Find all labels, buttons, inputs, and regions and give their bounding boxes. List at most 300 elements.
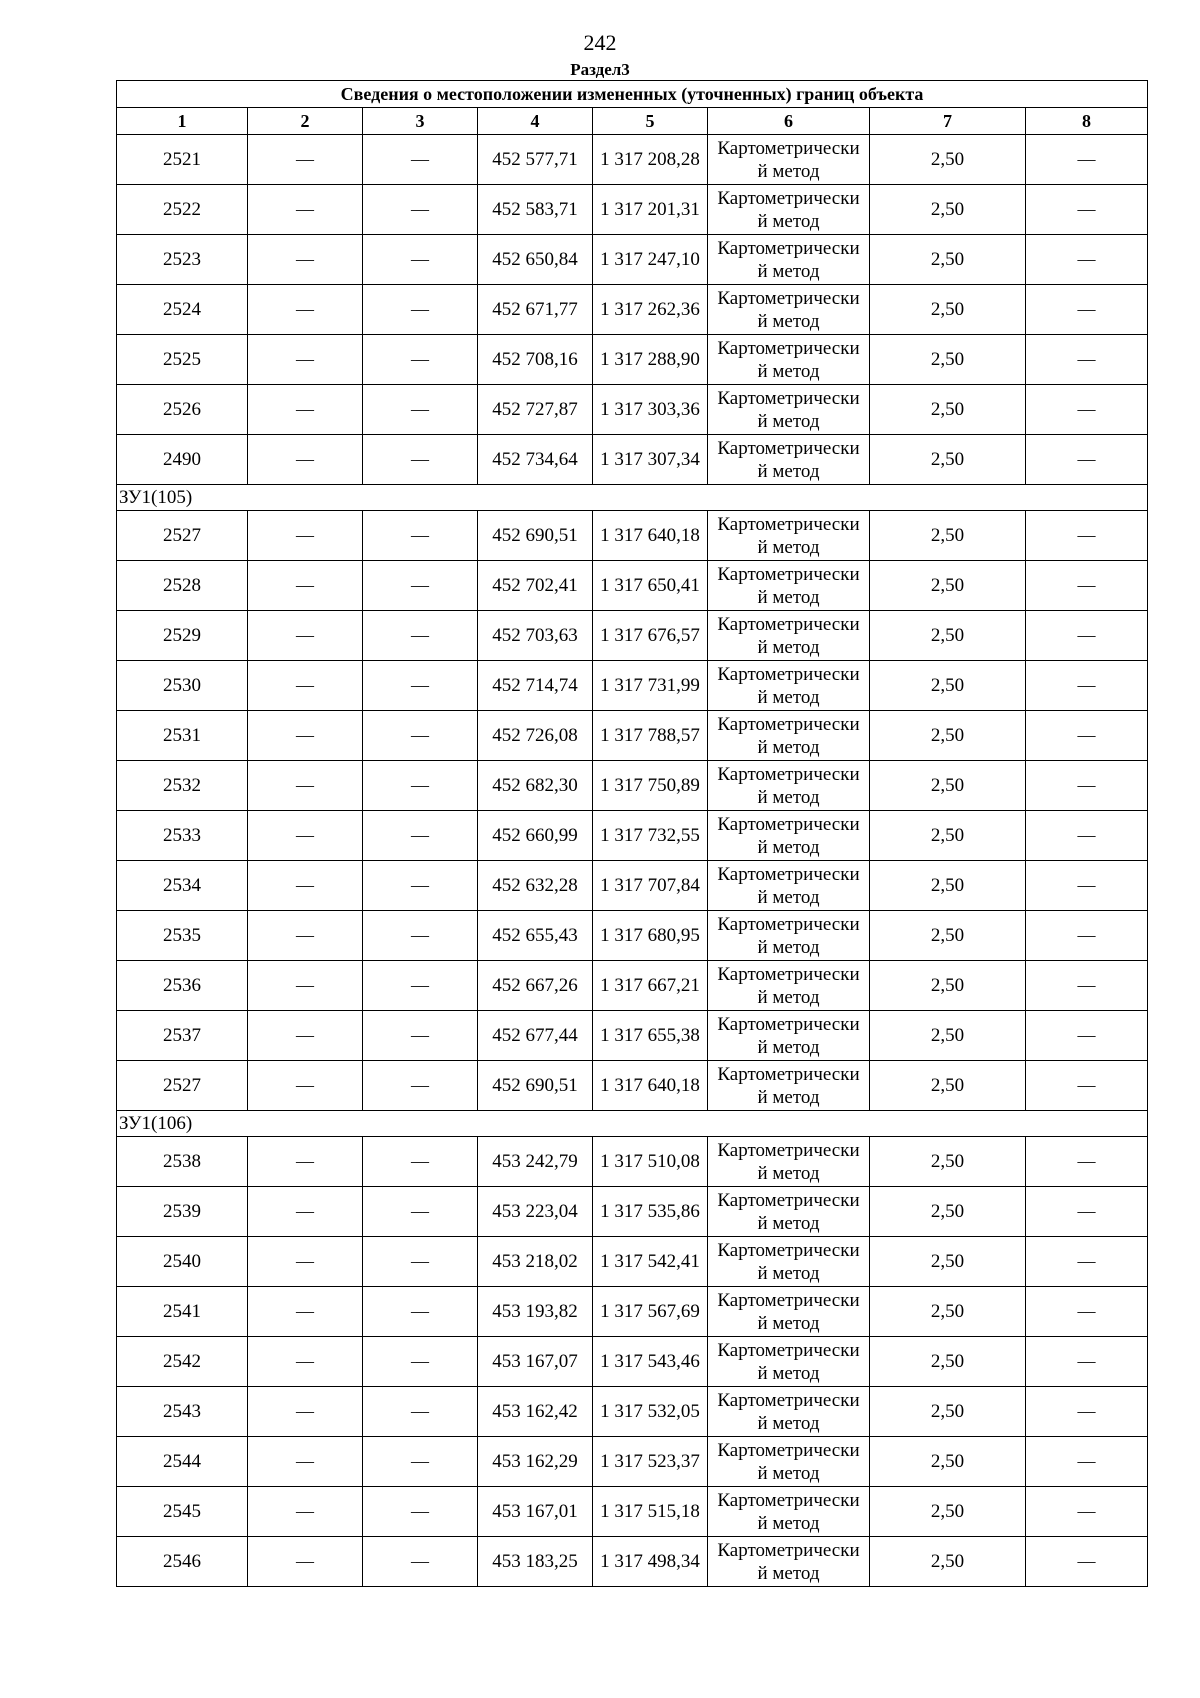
x-coordinate: 452 714,74 [478, 661, 593, 711]
y-coordinate: 1 317 288,90 [593, 335, 708, 385]
accuracy-value: 2,50 [870, 1011, 1026, 1061]
dash-cell: — [363, 1387, 478, 1437]
y-coordinate: 1 317 498,34 [593, 1537, 708, 1587]
x-coordinate: 452 727,87 [478, 385, 593, 435]
dash-cell: — [363, 235, 478, 285]
y-coordinate: 1 317 303,36 [593, 385, 708, 435]
point-number: 2525 [117, 335, 248, 385]
accuracy-value: 2,50 [870, 435, 1026, 485]
dash-cell: — [248, 1137, 363, 1187]
dash-cell: — [248, 335, 363, 385]
table-row [117, 1337, 1148, 1387]
point-number: 2536 [117, 961, 248, 1011]
accuracy-value: 2,50 [870, 561, 1026, 611]
dash-cell: — [363, 561, 478, 611]
method-line: Картометрически [717, 913, 860, 935]
point-number: 2545 [117, 1487, 248, 1537]
method-line: й метод [757, 1312, 820, 1334]
x-coordinate: 452 734,64 [478, 435, 593, 485]
method-line: Картометрически [717, 1063, 860, 1085]
table-row [117, 811, 1148, 861]
dash-cell: — [363, 185, 478, 235]
dash-cell: — [248, 861, 363, 911]
dash-cell: — [1026, 1387, 1148, 1437]
x-coordinate: 453 193,82 [478, 1287, 593, 1337]
point-number: 2523 [117, 235, 248, 285]
table-caption-row [117, 81, 1148, 108]
column-number: 7 [870, 108, 1026, 135]
dash-cell: — [1026, 511, 1148, 561]
y-coordinate: 1 317 247,10 [593, 235, 708, 285]
y-coordinate: 1 317 262,36 [593, 285, 708, 335]
x-coordinate: 452 632,28 [478, 861, 593, 911]
method-cell [708, 1537, 870, 1587]
method-line: й метод [757, 1412, 820, 1434]
method-cell [708, 961, 870, 1011]
dash-cell: — [248, 185, 363, 235]
method-cell [708, 385, 870, 435]
method-line: й метод [757, 836, 820, 858]
table-row [117, 1061, 1148, 1111]
method-line: й метод [757, 1562, 820, 1584]
table-row [117, 711, 1148, 761]
dash-cell: — [363, 761, 478, 811]
method-line: й метод [757, 460, 820, 482]
method-line: Картометрически [717, 563, 860, 585]
accuracy-value: 2,50 [870, 385, 1026, 435]
table-row [117, 435, 1148, 485]
dash-cell: — [248, 611, 363, 661]
dash-cell: — [248, 1337, 363, 1387]
method-line: Картометрически [717, 863, 860, 885]
dash-cell: — [363, 861, 478, 911]
x-coordinate: 452 726,08 [478, 711, 593, 761]
method-cell [708, 1337, 870, 1387]
method-line: Картометрически [717, 963, 860, 985]
table-row [117, 235, 1148, 285]
y-coordinate: 1 317 640,18 [593, 511, 708, 561]
dash-cell: — [248, 961, 363, 1011]
x-coordinate: 452 708,16 [478, 335, 593, 385]
dash-cell: — [248, 1061, 363, 1111]
accuracy-value: 2,50 [870, 1287, 1026, 1337]
group-row [117, 1111, 1148, 1137]
dash-cell: — [248, 1237, 363, 1287]
x-coordinate: 452 667,26 [478, 961, 593, 1011]
method-line: Картометрически [717, 187, 860, 209]
y-coordinate: 1 317 788,57 [593, 711, 708, 761]
x-coordinate: 452 682,30 [478, 761, 593, 811]
dash-cell: — [248, 511, 363, 561]
method-line: й метод [757, 210, 820, 232]
dash-cell: — [363, 611, 478, 661]
method-line: Картометрически [717, 237, 860, 259]
method-cell [708, 335, 870, 385]
point-number: 2522 [117, 185, 248, 235]
method-line: й метод [757, 1036, 820, 1058]
accuracy-value: 2,50 [870, 511, 1026, 561]
dash-cell: — [363, 385, 478, 435]
accuracy-value: 2,50 [870, 1061, 1026, 1111]
dash-cell: — [1026, 185, 1148, 235]
method-cell [708, 1287, 870, 1337]
dash-cell: — [248, 235, 363, 285]
y-coordinate: 1 317 515,18 [593, 1487, 708, 1537]
method-line: Картометрически [717, 713, 860, 735]
point-number: 2541 [117, 1287, 248, 1337]
accuracy-value: 2,50 [870, 135, 1026, 185]
method-line: й метод [757, 786, 820, 808]
dash-cell: — [1026, 1237, 1148, 1287]
x-coordinate: 453 162,42 [478, 1387, 593, 1437]
dash-cell: — [248, 435, 363, 485]
coordinates-table [116, 80, 1148, 1587]
dash-cell: — [1026, 1437, 1148, 1487]
dash-cell: — [363, 511, 478, 561]
table-row [117, 1437, 1148, 1487]
dash-cell: — [248, 561, 363, 611]
y-coordinate: 1 317 543,46 [593, 1337, 708, 1387]
method-cell [708, 611, 870, 661]
column-number: 2 [248, 108, 363, 135]
x-coordinate: 452 702,41 [478, 561, 593, 611]
table-row [117, 661, 1148, 711]
dash-cell: — [248, 1187, 363, 1237]
method-line: й метод [757, 986, 820, 1008]
x-coordinate: 452 660,99 [478, 811, 593, 861]
point-number: 2534 [117, 861, 248, 911]
column-number: 5 [593, 108, 708, 135]
method-cell [708, 1137, 870, 1187]
point-number: 2542 [117, 1337, 248, 1387]
dash-cell: — [1026, 911, 1148, 961]
table-row [117, 961, 1148, 1011]
accuracy-value: 2,50 [870, 711, 1026, 761]
method-line: й метод [757, 260, 820, 282]
dash-cell: — [363, 1061, 478, 1111]
y-coordinate: 1 317 640,18 [593, 1061, 708, 1111]
x-coordinate: 453 183,25 [478, 1537, 593, 1587]
method-cell [708, 861, 870, 911]
table-row [117, 1187, 1148, 1237]
dash-cell: — [1026, 611, 1148, 661]
accuracy-value: 2,50 [870, 1387, 1026, 1437]
dash-cell: — [1026, 561, 1148, 611]
accuracy-value: 2,50 [870, 961, 1026, 1011]
method-line: й метод [757, 1212, 820, 1234]
method-line: Картометрически [717, 337, 860, 359]
method-line: Картометрически [717, 1013, 860, 1035]
table-row [117, 861, 1148, 911]
y-coordinate: 1 317 650,41 [593, 561, 708, 611]
dash-cell: — [363, 1011, 478, 1061]
point-number: 2528 [117, 561, 248, 611]
point-number: 2539 [117, 1187, 248, 1237]
method-cell [708, 435, 870, 485]
method-line: й метод [757, 936, 820, 958]
method-line: й метод [757, 1362, 820, 1384]
method-cell [708, 235, 870, 285]
method-line: Картометрически [717, 1489, 860, 1511]
point-number: 2521 [117, 135, 248, 185]
dash-cell: — [363, 1487, 478, 1537]
method-line: Картометрически [717, 1239, 860, 1261]
point-number: 2531 [117, 711, 248, 761]
method-line: Картометрически [717, 137, 860, 159]
dash-cell: — [1026, 761, 1148, 811]
method-cell [708, 185, 870, 235]
table-row [117, 335, 1148, 385]
method-line: й метод [757, 160, 820, 182]
dash-cell: — [248, 1011, 363, 1061]
table-row [117, 1137, 1148, 1187]
method-line: Картометрически [717, 437, 860, 459]
dash-cell: — [1026, 1187, 1148, 1237]
accuracy-value: 2,50 [870, 1537, 1026, 1587]
table-row [117, 561, 1148, 611]
x-coordinate: 452 690,51 [478, 511, 593, 561]
method-cell [708, 911, 870, 961]
x-coordinate: 453 167,07 [478, 1337, 593, 1387]
accuracy-value: 2,50 [870, 285, 1026, 335]
dash-cell: — [248, 135, 363, 185]
dash-cell: — [363, 1187, 478, 1237]
section-title: Раздел3 [570, 60, 630, 79]
x-coordinate: 453 223,04 [478, 1187, 593, 1237]
y-coordinate: 1 317 535,86 [593, 1187, 708, 1237]
method-cell [708, 561, 870, 611]
dash-cell: — [363, 1137, 478, 1187]
dash-cell: — [1026, 235, 1148, 285]
method-line: й метод [757, 1462, 820, 1484]
point-number: 2543 [117, 1387, 248, 1437]
table-row [117, 1537, 1148, 1587]
method-line: Картометрически [717, 1539, 860, 1561]
accuracy-value: 2,50 [870, 661, 1026, 711]
method-cell [708, 1187, 870, 1237]
dash-cell: — [248, 385, 363, 435]
method-line: й метод [757, 310, 820, 332]
point-number: 2546 [117, 1537, 248, 1587]
dash-cell: — [248, 811, 363, 861]
point-number: 2527 [117, 511, 248, 561]
accuracy-value: 2,50 [870, 335, 1026, 385]
method-line: й метод [757, 360, 820, 382]
point-number: 2529 [117, 611, 248, 661]
dash-cell: — [363, 1437, 478, 1487]
accuracy-value: 2,50 [870, 811, 1026, 861]
table-row [117, 185, 1148, 235]
table-row [117, 385, 1148, 435]
dash-cell: — [248, 1287, 363, 1337]
point-number: 2538 [117, 1137, 248, 1187]
y-coordinate: 1 317 532,05 [593, 1387, 708, 1437]
dash-cell: — [1026, 811, 1148, 861]
method-line: й метод [757, 1262, 820, 1284]
method-line: й метод [757, 410, 820, 432]
table-row [117, 1287, 1148, 1337]
method-line: й метод [757, 1162, 820, 1184]
accuracy-value: 2,50 [870, 1187, 1026, 1237]
column-number: 4 [478, 108, 593, 135]
group-row [117, 485, 1148, 511]
point-number: 2530 [117, 661, 248, 711]
dash-cell: — [1026, 135, 1148, 185]
point-number: 2537 [117, 1011, 248, 1061]
table-row [117, 511, 1148, 561]
x-coordinate: 452 650,84 [478, 235, 593, 285]
method-line: й метод [757, 1086, 820, 1108]
method-cell [708, 661, 870, 711]
dash-cell: — [1026, 1537, 1148, 1587]
point-number: 2535 [117, 911, 248, 961]
dash-cell: — [248, 1387, 363, 1437]
method-cell [708, 1437, 870, 1487]
accuracy-value: 2,50 [870, 1137, 1026, 1187]
y-coordinate: 1 317 680,95 [593, 911, 708, 961]
method-line: Картометрически [717, 1289, 860, 1311]
method-cell [708, 511, 870, 561]
method-cell [708, 761, 870, 811]
method-cell [708, 811, 870, 861]
dash-cell: — [1026, 385, 1148, 435]
dash-cell: — [363, 285, 478, 335]
method-line: Картометрически [717, 1439, 860, 1461]
point-number: 2527 [117, 1061, 248, 1111]
method-line: Картометрически [717, 613, 860, 635]
column-number: 1 [117, 108, 248, 135]
table-row [117, 611, 1148, 661]
y-coordinate: 1 317 732,55 [593, 811, 708, 861]
dash-cell: — [363, 911, 478, 961]
method-line: й метод [757, 1512, 820, 1534]
x-coordinate: 453 167,01 [478, 1487, 593, 1537]
dash-cell: — [363, 1537, 478, 1587]
x-coordinate: 452 703,63 [478, 611, 593, 661]
table-row [117, 135, 1148, 185]
point-number: 2526 [117, 385, 248, 435]
point-number: 2533 [117, 811, 248, 861]
table-row [117, 1387, 1148, 1437]
dash-cell: — [363, 711, 478, 761]
y-coordinate: 1 317 667,21 [593, 961, 708, 1011]
dash-cell: — [1026, 335, 1148, 385]
x-coordinate: 452 655,43 [478, 911, 593, 961]
dash-cell: — [363, 961, 478, 1011]
y-coordinate: 1 317 307,34 [593, 435, 708, 485]
dash-cell: — [363, 1287, 478, 1337]
dash-cell: — [363, 135, 478, 185]
x-coordinate: 453 218,02 [478, 1237, 593, 1287]
y-coordinate: 1 317 731,99 [593, 661, 708, 711]
dash-cell: — [363, 661, 478, 711]
dash-cell: — [1026, 711, 1148, 761]
dash-cell: — [248, 661, 363, 711]
accuracy-value: 2,50 [870, 611, 1026, 661]
table-caption: Сведения о местоположении измененных (уточненных) границ объекта [117, 81, 1148, 108]
method-cell [708, 1061, 870, 1111]
y-coordinate: 1 317 542,41 [593, 1237, 708, 1287]
y-coordinate: 1 317 750,89 [593, 761, 708, 811]
x-coordinate: 452 583,71 [478, 185, 593, 235]
accuracy-value: 2,50 [870, 1487, 1026, 1537]
dash-cell: — [248, 911, 363, 961]
method-cell [708, 135, 870, 185]
dash-cell: — [363, 335, 478, 385]
method-cell [708, 285, 870, 335]
dash-cell: — [363, 435, 478, 485]
table-row [117, 285, 1148, 335]
point-number: 2540 [117, 1237, 248, 1287]
method-line: Картометрически [717, 663, 860, 685]
dash-cell: — [248, 285, 363, 335]
column-number: 8 [1026, 108, 1148, 135]
column-number-row [117, 108, 1148, 135]
y-coordinate: 1 317 676,57 [593, 611, 708, 661]
dash-cell: — [1026, 1337, 1148, 1387]
accuracy-value: 2,50 [870, 185, 1026, 235]
dash-cell: — [1026, 861, 1148, 911]
method-cell [708, 1487, 870, 1537]
dash-cell: — [1026, 1011, 1148, 1061]
y-coordinate: 1 317 523,37 [593, 1437, 708, 1487]
dash-cell: — [248, 711, 363, 761]
dash-cell: — [1026, 285, 1148, 335]
method-cell [708, 711, 870, 761]
method-line: Картометрически [717, 1339, 860, 1361]
y-coordinate: 1 317 567,69 [593, 1287, 708, 1337]
accuracy-value: 2,50 [870, 1337, 1026, 1387]
table-row [117, 1237, 1148, 1287]
method-line: й метод [757, 636, 820, 658]
accuracy-value: 2,50 [870, 1237, 1026, 1287]
point-number: 2544 [117, 1437, 248, 1487]
dash-cell: — [1026, 1287, 1148, 1337]
dash-cell: — [1026, 661, 1148, 711]
dash-cell: — [248, 761, 363, 811]
x-coordinate: 453 242,79 [478, 1137, 593, 1187]
method-line: Картометрически [717, 813, 860, 835]
method-cell [708, 1237, 870, 1287]
accuracy-value: 2,50 [870, 761, 1026, 811]
dash-cell: — [363, 1337, 478, 1387]
group-label: ЗУ1(105) [117, 485, 1148, 511]
x-coordinate: 452 671,77 [478, 285, 593, 335]
dash-cell: — [1026, 1487, 1148, 1537]
dash-cell: — [363, 1237, 478, 1287]
accuracy-value: 2,50 [870, 911, 1026, 961]
y-coordinate: 1 317 655,38 [593, 1011, 708, 1061]
table-row [117, 911, 1148, 961]
method-line: Картометрически [717, 763, 860, 785]
method-line: й метод [757, 586, 820, 608]
group-label: ЗУ1(106) [117, 1111, 1148, 1137]
dash-cell: — [363, 811, 478, 861]
method-line: Картометрически [717, 513, 860, 535]
x-coordinate: 452 577,71 [478, 135, 593, 185]
method-line: й метод [757, 536, 820, 558]
dash-cell: — [1026, 961, 1148, 1011]
page-number: 242 [583, 30, 617, 55]
method-line: й метод [757, 736, 820, 758]
x-coordinate: 452 677,44 [478, 1011, 593, 1061]
point-number: 2524 [117, 285, 248, 335]
dash-cell: — [1026, 1061, 1148, 1111]
point-number: 2532 [117, 761, 248, 811]
dash-cell: — [248, 1437, 363, 1487]
accuracy-value: 2,50 [870, 1437, 1026, 1487]
table-row [117, 1487, 1148, 1537]
